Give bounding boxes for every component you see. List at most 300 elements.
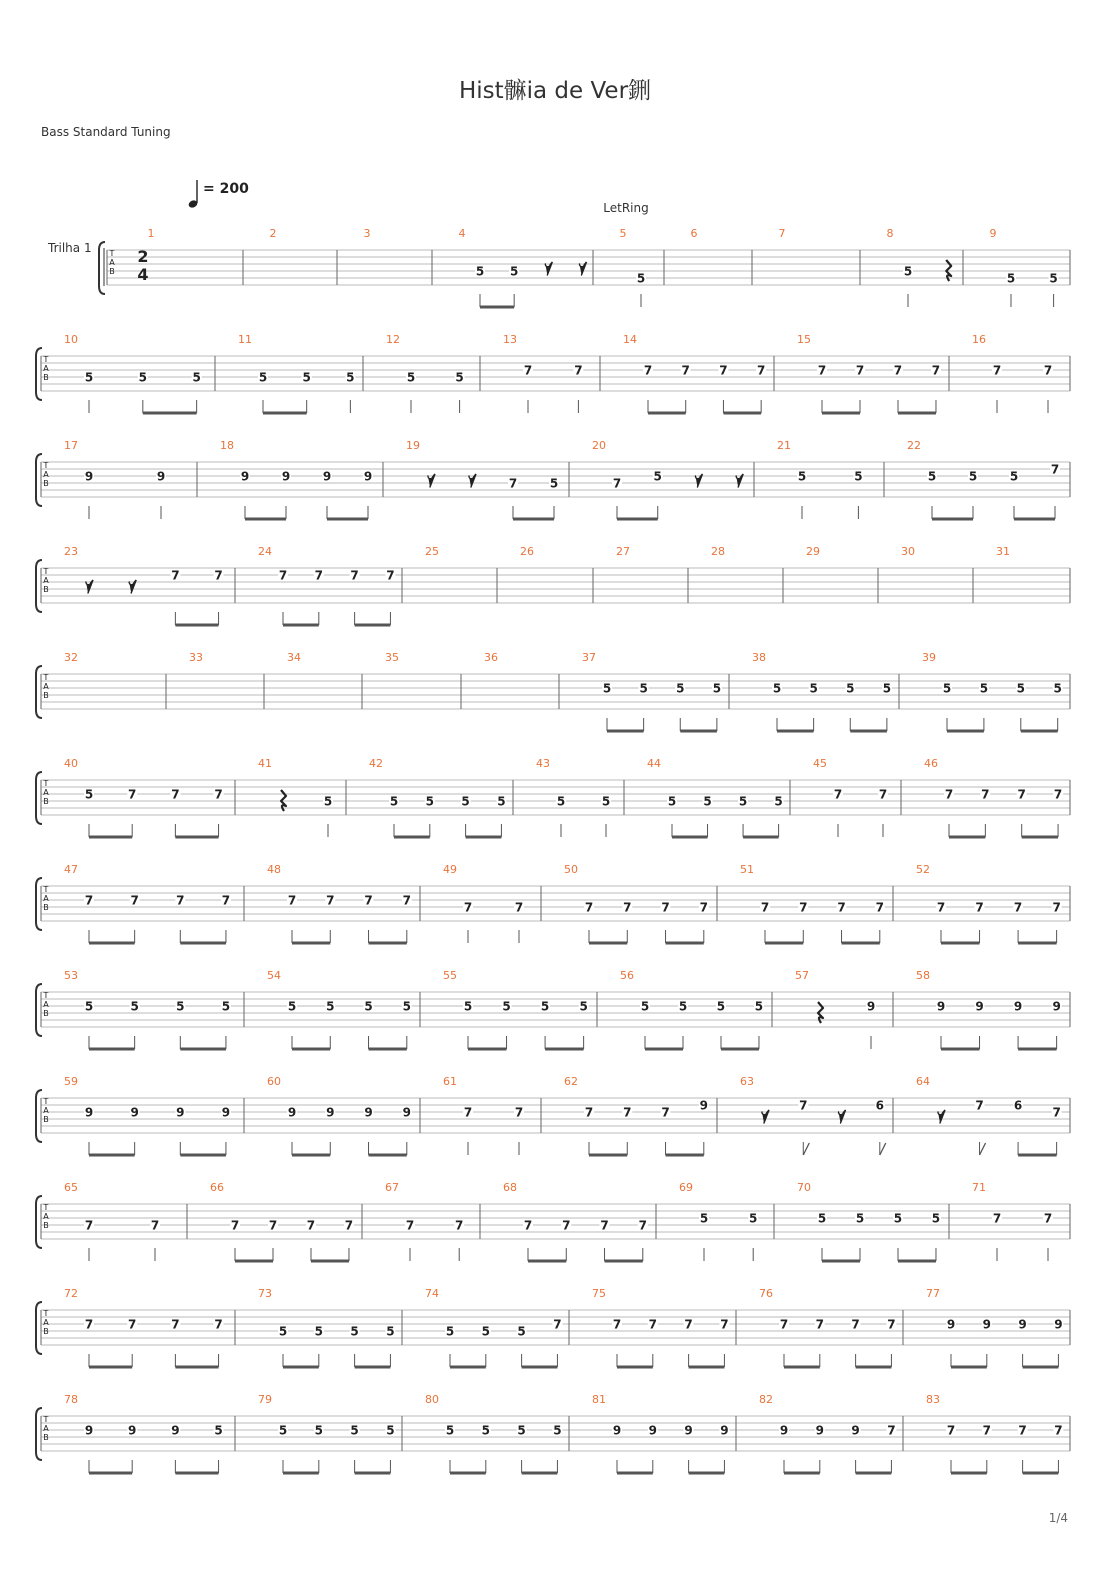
tab-clef-letter: B xyxy=(43,1009,49,1018)
fret-number: 5 xyxy=(678,999,688,1014)
measure-number: 3 xyxy=(363,227,371,240)
measure-number: 67 xyxy=(385,1181,399,1194)
measure-number: 24 xyxy=(258,545,272,558)
fret-number: 7 xyxy=(171,787,180,802)
fret-number: 7 xyxy=(661,1105,670,1120)
tab-clef-letter: A xyxy=(109,258,115,267)
tab-clef-letter: A xyxy=(43,576,49,585)
fret-number: 5 xyxy=(278,1423,288,1438)
fret-number: 9 xyxy=(982,1317,991,1332)
fret-number: 7 xyxy=(661,900,670,915)
fret-number: 5 xyxy=(258,370,268,385)
fret-number: 5 xyxy=(481,1423,490,1438)
fret-number: 5 xyxy=(667,794,677,809)
tab-clef-letter: A xyxy=(43,788,49,797)
fret-number: 7 xyxy=(287,893,297,908)
tab-clef-letter: A xyxy=(43,1424,49,1433)
let-ring-label: LetRing xyxy=(603,201,649,215)
fret-number: 9 xyxy=(866,999,876,1014)
fret-number: 7 xyxy=(584,1105,594,1120)
fret-number: 7 xyxy=(936,900,946,915)
fret-number: 7 xyxy=(523,1218,533,1233)
note-flag xyxy=(980,1143,986,1155)
fret-number: 9 xyxy=(364,1105,373,1120)
fret-number: 7 xyxy=(815,1317,824,1332)
tab-clef-letter: T xyxy=(43,1309,49,1318)
fret-number: 5 xyxy=(1053,681,1062,696)
fret-number: 7 xyxy=(553,1317,562,1332)
measure-number: 80 xyxy=(425,1393,439,1406)
tab-clef-letter: T xyxy=(43,567,49,576)
fret-number: 9 xyxy=(130,1105,139,1120)
fret-number: 9 xyxy=(176,1105,185,1120)
measure-number: 6 xyxy=(690,227,698,240)
measure-number: 32 xyxy=(64,651,78,664)
tab-clef-letter: A xyxy=(43,1212,49,1221)
measure-number: 43 xyxy=(536,757,550,770)
measure-number: 77 xyxy=(926,1287,940,1300)
note-flag xyxy=(803,1143,809,1155)
fret-number: 5 xyxy=(601,794,611,809)
fret-number: 5 xyxy=(774,794,783,809)
fret-number: 5 xyxy=(749,1211,758,1226)
measure-number: 61 xyxy=(443,1075,457,1088)
fret-number: 7 xyxy=(214,1317,223,1332)
fret-number: 7 xyxy=(562,1218,571,1233)
measure-number: 63 xyxy=(740,1075,754,1088)
fret-number: 5 xyxy=(323,794,333,809)
measure-number: 78 xyxy=(64,1393,78,1406)
fret-number: 7 xyxy=(463,1105,473,1120)
fret-number: 5 xyxy=(455,370,464,385)
fret-number: 9 xyxy=(936,999,946,1014)
fret-number: 7 xyxy=(600,1218,609,1233)
measure-number: 2 xyxy=(269,227,277,240)
fret-number: 5 xyxy=(425,794,434,809)
tab-system xyxy=(36,545,1070,625)
fret-number: 9 xyxy=(287,1105,297,1120)
fret-number: 5 xyxy=(549,476,559,491)
fret-number: 5 xyxy=(517,1324,526,1339)
fret-number: 5 xyxy=(716,999,726,1014)
tab-clef-letter: A xyxy=(43,470,49,479)
tab-clef-letter: T xyxy=(43,779,49,788)
fret-number: 7 xyxy=(214,787,223,802)
fret-number: 5 xyxy=(130,999,139,1014)
fret-number: 7 xyxy=(176,893,185,908)
measure-number: 11 xyxy=(238,333,252,346)
fret-number: 5 xyxy=(754,999,764,1014)
fret-number: 7 xyxy=(128,1317,137,1332)
fret-number: 5 xyxy=(809,681,818,696)
fret-number: 5 xyxy=(346,370,355,385)
fret-number: 9 xyxy=(1013,999,1023,1014)
measure-number: 40 xyxy=(64,757,78,770)
measure-number: 72 xyxy=(64,1287,78,1300)
fret-number: 7 xyxy=(344,1218,354,1233)
fret-number: 7 xyxy=(946,1423,956,1438)
tab-system xyxy=(36,651,1070,731)
measure-number: 68 xyxy=(503,1181,517,1194)
fret-number: 9 xyxy=(221,1105,231,1120)
measure-number: 14 xyxy=(623,333,637,346)
measure-number: 19 xyxy=(406,439,420,452)
fret-number: 7 xyxy=(1052,900,1061,915)
fret-number: 7 xyxy=(817,363,827,378)
tab-system xyxy=(36,1181,1070,1261)
fret-number: 5 xyxy=(364,999,373,1014)
measure-number: 51 xyxy=(740,863,754,876)
measure-number: 21 xyxy=(777,439,791,452)
fret-number: 7 xyxy=(221,893,231,908)
fret-number: 5 xyxy=(84,370,94,385)
fret-number: 5 xyxy=(84,999,94,1014)
tab-clef-letter: A xyxy=(43,1000,49,1009)
tab-clef-letter: A xyxy=(43,364,49,373)
measure-number: 73 xyxy=(258,1287,272,1300)
fret-number: 7 xyxy=(463,900,473,915)
tab-clef-letter: B xyxy=(43,373,49,382)
tab-clef-letter: A xyxy=(43,682,49,691)
measure-number: 58 xyxy=(916,969,930,982)
measure-number: 16 xyxy=(972,333,986,346)
fret-number: 7 xyxy=(851,1317,860,1332)
tab-clef-letter: T xyxy=(43,885,49,894)
tab-clef-letter: B xyxy=(43,1115,49,1124)
fret-number: 5 xyxy=(176,999,185,1014)
measure-number: 59 xyxy=(64,1075,78,1088)
fret-number: 9 xyxy=(612,1423,622,1438)
measure-number: 60 xyxy=(267,1075,281,1088)
measure-number: 41 xyxy=(258,757,272,770)
fret-number: 5 xyxy=(540,999,550,1014)
tab-clef-letter: A xyxy=(43,1318,49,1327)
fret-number: 9 xyxy=(699,1098,708,1113)
measure-number: 83 xyxy=(926,1393,940,1406)
fret-number: 7 xyxy=(1054,1423,1063,1438)
fret-number: 7 xyxy=(314,568,323,583)
fret-number: 5 xyxy=(602,681,612,696)
fret-number: 9 xyxy=(779,1423,789,1438)
tab-clef-letter: B xyxy=(43,903,49,912)
fret-number: 5 xyxy=(214,1423,223,1438)
measure-number: 81 xyxy=(592,1393,606,1406)
fret-number: 5 xyxy=(712,681,722,696)
fret-number: 7 xyxy=(278,568,288,583)
measure-number: 45 xyxy=(813,757,827,770)
fret-number: 7 xyxy=(508,476,518,491)
fret-number: 5 xyxy=(556,794,566,809)
fret-number: 7 xyxy=(386,568,395,583)
fret-number: 7 xyxy=(684,1317,693,1332)
fret-number: 5 xyxy=(653,469,662,484)
fret-number: 9 xyxy=(128,1423,137,1438)
measure-number: 22 xyxy=(907,439,921,452)
fret-number: 9 xyxy=(815,1423,824,1438)
fret-number: 5 xyxy=(636,271,646,286)
fret-number: 5 xyxy=(738,794,748,809)
measure-number: 8 xyxy=(886,227,894,240)
measure-number: 9 xyxy=(989,227,997,240)
tab-clef-letter: T xyxy=(109,249,115,258)
measure-number: 75 xyxy=(592,1287,606,1300)
fret-number: 9 xyxy=(240,469,250,484)
measure-number: 18 xyxy=(220,439,234,452)
fret-number: 5 xyxy=(1016,681,1025,696)
fret-number: 7 xyxy=(1018,1423,1027,1438)
fret-number: 9 xyxy=(684,1423,693,1438)
time-signature-bottom: 4 xyxy=(137,265,149,284)
tab-clef-letter: T xyxy=(43,1097,49,1106)
fret-number: 7 xyxy=(128,787,137,802)
fret-number: 5 xyxy=(927,469,937,484)
fret-number: 5 xyxy=(475,264,485,279)
fret-number: 9 xyxy=(1054,1317,1063,1332)
measure-number: 28 xyxy=(711,545,725,558)
fret-number: 7 xyxy=(855,363,865,378)
fret-number: 5 xyxy=(221,999,231,1014)
fret-number: 7 xyxy=(893,363,903,378)
measure-number: 50 xyxy=(564,863,578,876)
measure-number: 7 xyxy=(778,227,786,240)
fret-number: 7 xyxy=(455,1218,464,1233)
measure-number: 34 xyxy=(287,651,301,664)
fret-number: 5 xyxy=(942,681,952,696)
fret-number: 5 xyxy=(1006,271,1016,286)
tab-clef-letter: T xyxy=(43,673,49,682)
measure-number: 74 xyxy=(425,1287,439,1300)
tab-system xyxy=(36,1075,1070,1155)
tab-clef-letter: T xyxy=(43,991,49,1000)
fret-number: 5 xyxy=(192,370,201,385)
measure-number: 25 xyxy=(425,545,439,558)
fret-number: 5 xyxy=(579,999,588,1014)
tab-clef-letter: B xyxy=(43,585,49,594)
fret-number: 5 xyxy=(481,1324,490,1339)
fret-number: 7 xyxy=(643,363,653,378)
fret-number: 5 xyxy=(138,370,147,385)
measure-number: 30 xyxy=(901,545,915,558)
fret-number: 5 xyxy=(517,1423,526,1438)
fret-number: 7 xyxy=(514,900,524,915)
measure-number: 48 xyxy=(267,863,281,876)
fret-number: 5 xyxy=(903,264,913,279)
fret-number: 7 xyxy=(306,1218,316,1233)
fret-number: 9 xyxy=(156,469,166,484)
fret-number: 9 xyxy=(402,1105,411,1120)
tab-clef-letter: T xyxy=(43,355,49,364)
measure-number: 56 xyxy=(620,969,634,982)
fret-number: 6 xyxy=(875,1098,884,1113)
fret-number: 5 xyxy=(854,469,863,484)
measure-number: 71 xyxy=(972,1181,986,1194)
fret-number: 6 xyxy=(1013,1098,1023,1113)
tab-clef-letter: A xyxy=(43,1106,49,1115)
fret-number: 5 xyxy=(553,1423,562,1438)
fret-number: 7 xyxy=(760,900,770,915)
fret-number: 5 xyxy=(640,999,650,1014)
fret-number: 7 xyxy=(171,568,180,583)
measure-number: 82 xyxy=(759,1393,773,1406)
fret-number: 7 xyxy=(837,900,846,915)
measure-number: 15 xyxy=(797,333,811,346)
fret-number: 7 xyxy=(84,1218,94,1233)
fret-number: 7 xyxy=(1052,1105,1061,1120)
fret-number: 7 xyxy=(1050,462,1060,477)
fret-number: 7 xyxy=(931,363,941,378)
tab-clef-letter: B xyxy=(43,1433,49,1442)
fret-number: 7 xyxy=(648,1317,657,1332)
fret-number: 7 xyxy=(1053,787,1063,802)
measure-number: 12 xyxy=(386,333,400,346)
fret-number: 9 xyxy=(363,469,373,484)
tab-clef-letter: B xyxy=(43,797,49,806)
fret-number: 5 xyxy=(84,787,94,802)
fret-number: 7 xyxy=(799,1098,808,1113)
fret-number: 5 xyxy=(287,999,297,1014)
fret-number: 9 xyxy=(946,1317,956,1332)
fret-number: 7 xyxy=(799,900,808,915)
fret-number: 7 xyxy=(268,1218,278,1233)
fret-number: 5 xyxy=(502,999,511,1014)
fret-number: 9 xyxy=(1018,1317,1027,1332)
fret-number: 7 xyxy=(405,1218,415,1233)
measure-number: 49 xyxy=(443,863,457,876)
fret-number: 5 xyxy=(797,469,807,484)
fret-number: 7 xyxy=(150,1218,160,1233)
tab-clef-letter: B xyxy=(109,267,115,276)
fret-number: 7 xyxy=(584,900,594,915)
fret-number: 7 xyxy=(402,893,411,908)
fret-number: 7 xyxy=(623,900,632,915)
measure-number: 31 xyxy=(996,545,1010,558)
fret-number: 9 xyxy=(326,1105,335,1120)
fret-number: 5 xyxy=(968,469,978,484)
fret-number: 7 xyxy=(887,1317,896,1332)
fret-number: 7 xyxy=(514,1105,524,1120)
fret-number: 7 xyxy=(350,568,359,583)
page-number: 1/4 xyxy=(1048,1511,1068,1525)
measure-number: 5 xyxy=(619,227,627,240)
fret-number: 7 xyxy=(326,893,335,908)
measure-number: 38 xyxy=(752,651,766,664)
fret-number: 7 xyxy=(230,1218,240,1233)
fret-number: 9 xyxy=(84,1105,94,1120)
song-title: Hist髍ia de Ver鉶 xyxy=(458,78,652,104)
measure-number: 79 xyxy=(258,1393,272,1406)
fret-number: 7 xyxy=(833,787,843,802)
fret-number: 7 xyxy=(992,1211,1002,1226)
fret-number: 5 xyxy=(855,1211,865,1226)
measure-number: 46 xyxy=(924,757,938,770)
tab-clef-letter: T xyxy=(43,1415,49,1424)
fret-number: 9 xyxy=(851,1423,860,1438)
fret-number: 7 xyxy=(638,1218,647,1233)
fret-number: 5 xyxy=(846,681,855,696)
fret-number: 7 xyxy=(1043,1211,1053,1226)
fret-number: 5 xyxy=(386,1324,395,1339)
fret-number: 7 xyxy=(84,893,94,908)
measure-number: 33 xyxy=(189,651,203,664)
fret-number: 5 xyxy=(703,794,712,809)
fret-number: 5 xyxy=(406,370,416,385)
fret-number: 7 xyxy=(612,476,622,491)
measure-number: 23 xyxy=(64,545,78,558)
tab-system xyxy=(36,439,1070,519)
fret-number: 5 xyxy=(1049,271,1058,286)
tab-clef-letter: A xyxy=(43,894,49,903)
measure-number: 64 xyxy=(916,1075,930,1088)
fret-number: 7 xyxy=(719,363,728,378)
fret-number: 7 xyxy=(574,363,583,378)
fret-number: 9 xyxy=(84,469,94,484)
measure-number: 47 xyxy=(64,863,78,876)
measure-number: 39 xyxy=(922,651,936,664)
fret-number: 5 xyxy=(882,681,892,696)
fret-number: 5 xyxy=(463,999,473,1014)
measure-number: 66 xyxy=(210,1181,224,1194)
fret-number: 5 xyxy=(350,1423,359,1438)
tab-clef-letter: T xyxy=(43,1203,49,1212)
fret-number: 5 xyxy=(699,1211,709,1226)
fret-number: 7 xyxy=(779,1317,789,1332)
fret-number: 7 xyxy=(364,893,373,908)
fret-number: 9 xyxy=(281,469,291,484)
fret-number: 9 xyxy=(648,1423,657,1438)
fret-number: 5 xyxy=(386,1423,395,1438)
measure-number: 10 xyxy=(64,333,78,346)
fret-number: 7 xyxy=(981,787,990,802)
fret-number: 7 xyxy=(214,568,223,583)
measure-number: 27 xyxy=(616,545,630,558)
fret-number: 5 xyxy=(509,264,519,279)
fret-number: 7 xyxy=(171,1317,180,1332)
fret-number: 5 xyxy=(445,1324,455,1339)
fret-number: 7 xyxy=(975,900,984,915)
fret-number: 9 xyxy=(322,469,332,484)
fret-number: 7 xyxy=(975,1098,984,1113)
fret-number: 7 xyxy=(887,1423,896,1438)
measure-number: 55 xyxy=(443,969,457,982)
fret-number: 7 xyxy=(84,1317,94,1332)
fret-number: 7 xyxy=(699,900,708,915)
fret-number: 5 xyxy=(350,1324,359,1339)
fret-number: 5 xyxy=(639,681,648,696)
fret-number: 5 xyxy=(931,1211,941,1226)
tab-clef-letter: B xyxy=(43,1221,49,1230)
fret-number: 5 xyxy=(302,370,311,385)
measure-number: 53 xyxy=(64,969,78,982)
tab-clef-letter: B xyxy=(43,1327,49,1336)
tab-system xyxy=(47,227,1070,307)
fret-number: 5 xyxy=(461,794,470,809)
tab-system xyxy=(36,863,1070,943)
time-signature-top: 2 xyxy=(137,247,149,266)
fret-number: 5 xyxy=(893,1211,903,1226)
fret-number: 5 xyxy=(1009,469,1019,484)
tab-system xyxy=(36,1393,1070,1473)
measure-number: 70 xyxy=(797,1181,811,1194)
measure-number: 17 xyxy=(64,439,78,452)
tab-system xyxy=(36,969,1070,1049)
fret-number: 7 xyxy=(1043,363,1053,378)
tab-clef-letter: B xyxy=(43,691,49,700)
fret-number: 5 xyxy=(676,681,685,696)
fret-number: 9 xyxy=(1052,999,1061,1014)
fret-number: 7 xyxy=(130,893,139,908)
measure-number: 35 xyxy=(385,651,399,664)
fret-number: 7 xyxy=(878,787,888,802)
